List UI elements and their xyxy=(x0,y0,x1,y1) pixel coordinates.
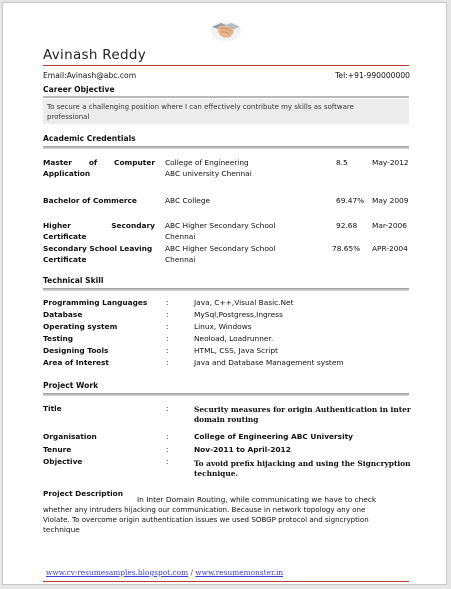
project-description-line: Violate. To overcome origin authentication issues we used SOBGP protocol and signcryption xyxy=(43,515,369,524)
academic-school: ABC College xyxy=(165,196,211,205)
skill-value: Linux, Windows xyxy=(194,322,252,331)
project-title-label: Title xyxy=(43,404,62,413)
academic-school: ABC Higher Secondary School Chennai xyxy=(165,244,276,264)
academic-date: Mar-2006 xyxy=(372,221,407,230)
project-objective-label: Objective xyxy=(43,457,83,466)
skill-colon: : xyxy=(166,298,169,307)
section-divider xyxy=(43,96,409,98)
skill-label: Programming Languages xyxy=(43,298,148,307)
project-description-line: In Inter Domain Routing, while communicating we have to check xyxy=(137,495,377,504)
footer-link-cv-resumesamples[interactable]: www.cv-resumesamples.blogspot.com xyxy=(46,568,189,577)
academic-date: APR-2004 xyxy=(372,244,408,253)
project-org-label: Organisation xyxy=(43,432,97,441)
academic-degree: Higher Secondary Certificate xyxy=(43,221,155,241)
project-colon: : xyxy=(166,457,169,466)
skill-value: Java and Database Management system xyxy=(194,358,344,367)
skill-colon: : xyxy=(166,334,169,343)
academic-score: 92.68 xyxy=(336,221,358,230)
project-tenure-label: Tenure xyxy=(43,445,72,454)
skill-value: HTML, CSS, Java Script xyxy=(194,346,278,355)
skill-value: Java, C++,Visual Basic.Net xyxy=(194,298,294,307)
project-title-value: Security measures for origin Authentication in inter domain routing xyxy=(194,405,411,424)
project-colon: : xyxy=(166,445,169,454)
career-heading: Career Objective xyxy=(43,85,115,94)
skill-label: Operating system xyxy=(43,322,118,331)
section-divider xyxy=(43,146,409,149)
technical-heading: Technical Skill xyxy=(43,276,104,285)
footer-link-resumemonster[interactable]: www.resumemonster.in xyxy=(195,568,284,577)
academic-heading: Academic Credentials xyxy=(43,134,136,143)
project-colon: : xyxy=(166,432,169,441)
project-description-line: technique xyxy=(43,525,80,534)
skill-colon: : xyxy=(166,310,169,319)
skill-colon: : xyxy=(166,322,169,331)
academic-school: ABC Higher Secondary School Chennai xyxy=(165,221,276,241)
footer-divider xyxy=(43,581,409,582)
project-org-value: College of Engineering ABC University xyxy=(194,432,353,441)
project-tenure-value: Nov-2011 to April-2012 xyxy=(194,445,291,454)
candidate-name: Avinash Reddy xyxy=(43,47,147,63)
skill-colon: : xyxy=(166,346,169,355)
academic-score: 8.5 xyxy=(336,158,348,167)
skill-value: MySql,Postgress,Ingress xyxy=(194,310,283,319)
project-heading: Project Work xyxy=(43,381,99,390)
project-colon: : xyxy=(166,404,169,413)
academic-school: College of Engineering ABC university Chennai xyxy=(165,158,252,178)
handshake-icon xyxy=(209,15,243,45)
academic-date: May 2009 xyxy=(372,196,409,205)
academic-score: 69.47% xyxy=(336,196,365,205)
skill-label: Testing xyxy=(43,334,74,343)
phone-text: Tel:+91-990000000 xyxy=(335,71,410,80)
email-text: Email:Avinash@abc.com xyxy=(43,71,137,80)
skill-label: Area of Interest xyxy=(43,358,109,367)
academic-date: May-2012 xyxy=(372,158,409,167)
name-divider xyxy=(43,65,409,66)
resume-page xyxy=(2,2,447,585)
skill-colon: : xyxy=(166,358,169,367)
footer-links xyxy=(46,568,283,577)
skill-value: Neoload, Loadrunner. xyxy=(194,334,274,343)
section-divider xyxy=(43,393,409,396)
career-text: To secure a challenging position where I can effectively contribute my skills as software professional xyxy=(47,103,354,121)
academic-degree: Master of Computer Application xyxy=(43,158,155,178)
academic-score: 78.65% xyxy=(332,244,361,253)
skill-label: Designing Tools xyxy=(43,346,109,355)
academic-degree: Bachelor of Commerce xyxy=(43,196,137,205)
project-description-label: Project Description xyxy=(43,489,123,498)
academic-degree: Secondary School Leaving Certificate xyxy=(43,244,153,264)
project-objective-value: To avoid prefix hijacking and using the Signcryption technique. xyxy=(194,459,411,478)
section-divider xyxy=(43,288,409,291)
skill-label: Database xyxy=(43,310,83,319)
footer-separator: / xyxy=(188,568,196,577)
project-description-line: whether any intruders hijacking our communication. Because in network topology any one xyxy=(43,505,366,514)
